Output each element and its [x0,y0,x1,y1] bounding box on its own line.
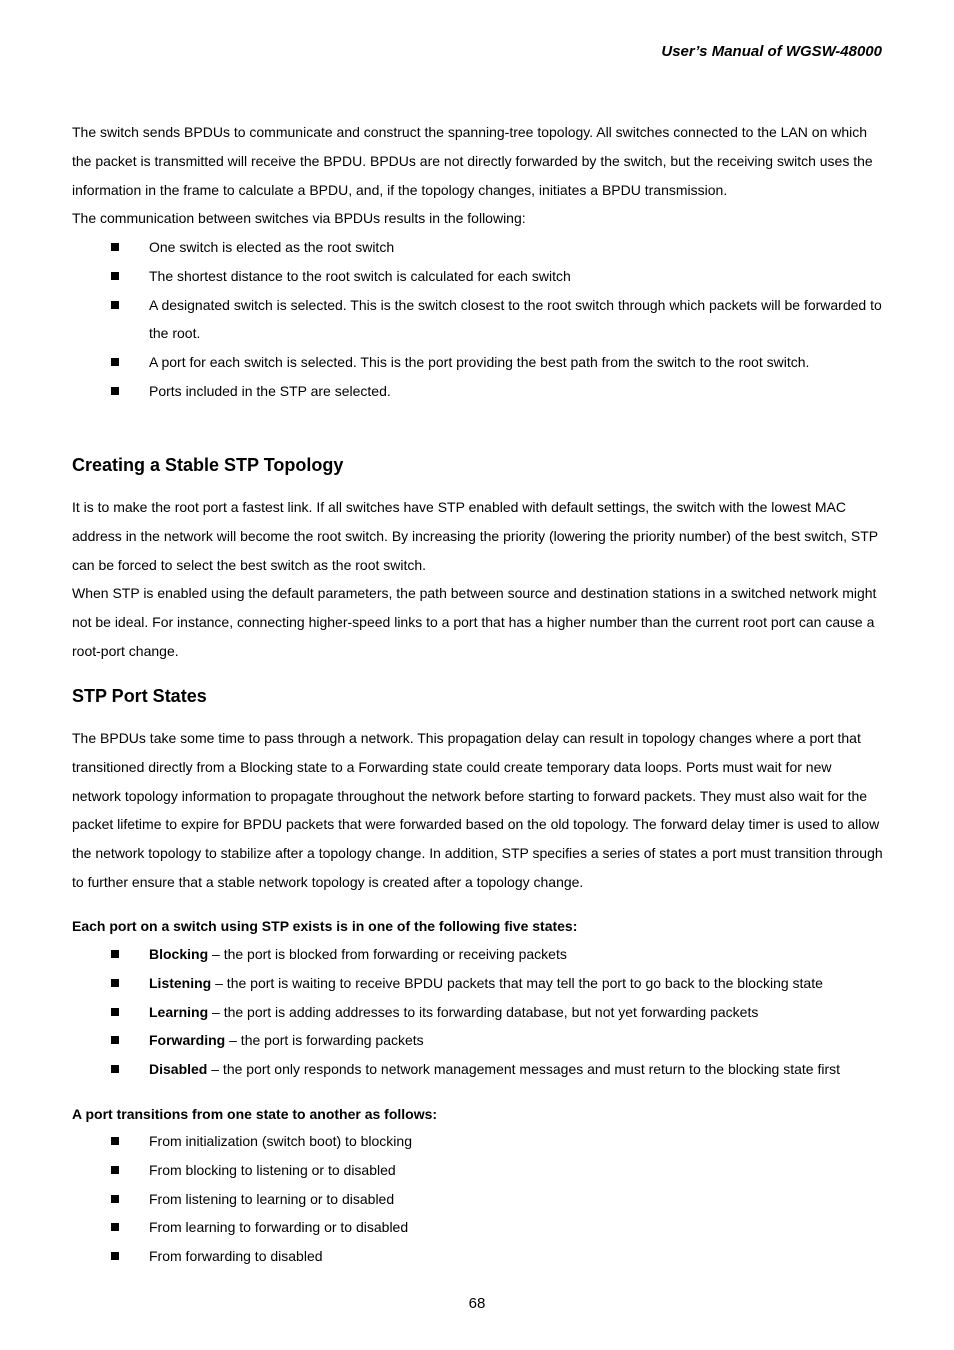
list-item [72,1026,884,1055]
square-bullet-icon [111,1195,119,1203]
transitions-list-lead: A port transitions from one state to another as follows: [72,1106,438,1122]
list-item: One switch is elected as the root switch [72,233,884,262]
square-bullet-icon [111,358,119,366]
list-item [72,969,884,998]
state-term: Listening [149,974,212,991]
port-states-list [72,940,884,1084]
square-bullet-icon [111,272,119,280]
list-item: A designated switch is selected. This is the switch closest to the root switch through which packets will be forwarded to the root. [72,291,884,349]
square-bullet-icon [111,1252,119,1260]
list-item: From learning to forwarding or to disabled [72,1213,884,1242]
state-transitions-list [72,1127,884,1271]
intro-paragraph: The switch sends BPDUs to communicate and construct the spanning-tree topology. All switches connected to the LAN on which the packet is transmitted will receive the BPDU. BPDUs are not directly forwarded by the switch, but the receiving switch uses the information in the frame to calculate a BPDU, and, if the topology changes, initiates a BPDU transmission. [72,124,873,198]
section-heading-stable-topology: Creating a Stable STP Topology [72,455,344,475]
state-description: – the port only responds to network management messages and must return to the blocking state first [207,1061,841,1078]
page-number: 68 [468,1295,486,1312]
port-states-paragraph: The BPDUs take some time to pass through a network. This propagation delay can result in topology changes where a port that transitioned directly from a Blocking state to a Forwarding state could create temporary data loops. Ports must wait for new network topology information to propagate throughout the network before starting to forward packets. They must also wait for the packet lifetime to expire for BPDU packets that were forwarded based on the old topology. The forward delay timer is used to allow the network topology to stabilize after a topology change. In addition, STP specifies a series of states a port must transition through to further ensure that a stable network topology is created after a topology change. [72,730,883,890]
state-description: – the port is adding addresses to its forwarding database, but not yet forwarding packets [208,1003,759,1020]
stable-topology-paragraph-1: It is to make the root port a fastest link. If all switches have STP enabled with default settings, the switch with the lowest MAC address in the network will become the root switch. By increasing the priority (lowering the priority number) of the best switch, STP can be forced to select the best switch as the root switch. [72,499,878,573]
state-term: Disabled [149,1061,208,1078]
square-bullet-icon [111,1065,119,1073]
list-item: From blocking to listening or to disabled [72,1156,884,1185]
state-description: – the port is blocked from forwarding or receiving packets [208,946,567,962]
list-item: From forwarding to disabled [72,1242,884,1271]
list-item: The shortest distance to the root switch is calculated for each switch [72,262,884,291]
square-bullet-icon [111,1137,119,1145]
list-item: Ports included in the STP are selected. [72,377,884,406]
list-item [72,998,884,1027]
running-header: User’s Manual of WGSW-48000 [661,43,882,60]
list-item: From initialization (switch boot) to blocking [72,1127,884,1156]
square-bullet-icon [111,950,119,958]
square-bullet-icon [111,1036,119,1044]
states-list-lead: Each port on a switch using STP exists is in one of the following five states: [72,918,578,934]
square-bullet-icon [111,1223,119,1231]
state-description: – the port is waiting to receive BPDU packets that may tell the port to go back to the blocking state [211,974,823,991]
square-bullet-icon [111,1008,119,1016]
state-term: Blocking [149,946,209,962]
state-description: – the port is forwarding packets [225,1032,424,1049]
list-item: A port for each switch is selected. This is the port providing the best path from the switch to the root switch. [72,348,884,377]
square-bullet-icon [111,387,119,395]
list-item: From listening to learning or to disabled [72,1185,884,1214]
intro-list-lead: The communication between switches via BPDUs results in the following: [72,210,526,226]
list-item [72,1055,884,1084]
state-term: Forwarding [149,1032,226,1049]
list-item [72,940,884,969]
stable-topology-paragraph-2: When STP is enabled using the default parameters, the path between source and destination stations in a switched network might not be ideal. For instance, connecting higher-speed links to a port that has a higher number than the current root port can cause a root-port change. [72,585,877,659]
bpdu-results-list [72,233,884,406]
square-bullet-icon [111,243,119,251]
square-bullet-icon [111,301,119,309]
square-bullet-icon [111,1166,119,1174]
state-term: Learning [149,1003,209,1020]
square-bullet-icon [111,979,119,987]
section-heading-port-states: STP Port States [72,686,207,706]
